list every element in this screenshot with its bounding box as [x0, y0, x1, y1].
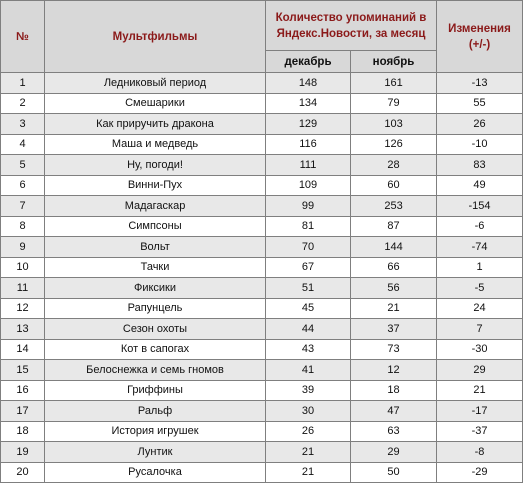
- cell-change: -5: [437, 278, 523, 299]
- cell-title: Сезон охоты: [45, 319, 266, 340]
- cell-november: 73: [351, 339, 437, 360]
- cell-november: 144: [351, 237, 437, 258]
- cell-change: 83: [437, 155, 523, 176]
- cell-november: 50: [351, 462, 437, 483]
- cell-num: 19: [1, 442, 45, 463]
- cell-change: -29: [437, 462, 523, 483]
- table-row: [1, 134, 523, 155]
- cell-december: 148: [266, 73, 351, 94]
- cell-december: 41: [266, 360, 351, 381]
- cell-december: 116: [266, 134, 351, 155]
- header-november: ноябрь: [351, 51, 437, 73]
- table-row: [1, 298, 523, 319]
- table-row: [1, 155, 523, 176]
- cell-title: Как приручить дракона: [45, 114, 266, 135]
- cell-num: 10: [1, 257, 45, 278]
- cell-num: 5: [1, 155, 45, 176]
- cell-title: Ледниковый период: [45, 73, 266, 94]
- cell-december: 21: [266, 462, 351, 483]
- cell-change: 26: [437, 114, 523, 135]
- cell-november: 28: [351, 155, 437, 176]
- cell-change: -8: [437, 442, 523, 463]
- table-row: [1, 237, 523, 258]
- cell-num: 18: [1, 421, 45, 442]
- cell-change: 1: [437, 257, 523, 278]
- table-row: [1, 421, 523, 442]
- cell-december: 43: [266, 339, 351, 360]
- cell-november: 18: [351, 380, 437, 401]
- cell-num: 12: [1, 298, 45, 319]
- cell-num: 2: [1, 93, 45, 114]
- cell-num: 20: [1, 462, 45, 483]
- cell-november: 126: [351, 134, 437, 155]
- cell-december: 70: [266, 237, 351, 258]
- cell-num: 15: [1, 360, 45, 381]
- table-row: [1, 278, 523, 299]
- table-row: [1, 401, 523, 422]
- cell-december: 111: [266, 155, 351, 176]
- cell-num: 1: [1, 73, 45, 94]
- cell-change: 7: [437, 319, 523, 340]
- cell-december: 99: [266, 196, 351, 217]
- cell-change: 29: [437, 360, 523, 381]
- cell-num: 8: [1, 216, 45, 237]
- cell-title: Симпсоны: [45, 216, 266, 237]
- cell-title: Тачки: [45, 257, 266, 278]
- table-body: [1, 73, 523, 483]
- table-row: [1, 380, 523, 401]
- cell-title: Вольт: [45, 237, 266, 258]
- cell-title: Рапунцель: [45, 298, 266, 319]
- cell-november: 103: [351, 114, 437, 135]
- table-row: [1, 339, 523, 360]
- table-row: [1, 73, 523, 94]
- header-title: Мультфильмы: [45, 1, 266, 73]
- cell-num: 14: [1, 339, 45, 360]
- cell-november: 253: [351, 196, 437, 217]
- header-row: [1, 1, 523, 51]
- table-row: [1, 442, 523, 463]
- cell-title: Мадагаскар: [45, 196, 266, 217]
- cell-num: 9: [1, 237, 45, 258]
- cell-title: Ну, погоди!: [45, 155, 266, 176]
- cell-change: -154: [437, 196, 523, 217]
- cell-december: 67: [266, 257, 351, 278]
- cell-title: Смешарики: [45, 93, 266, 114]
- cell-november: 87: [351, 216, 437, 237]
- cell-december: 51: [266, 278, 351, 299]
- cell-num: 17: [1, 401, 45, 422]
- cell-november: 47: [351, 401, 437, 422]
- cell-title: Гриффины: [45, 380, 266, 401]
- cell-december: 21: [266, 442, 351, 463]
- cell-november: 79: [351, 93, 437, 114]
- cell-change: 55: [437, 93, 523, 114]
- cell-title: Маша и медведь: [45, 134, 266, 155]
- cell-december: 45: [266, 298, 351, 319]
- cell-november: 12: [351, 360, 437, 381]
- cell-november: 66: [351, 257, 437, 278]
- table-row: [1, 175, 523, 196]
- cell-november: 21: [351, 298, 437, 319]
- cell-december: 134: [266, 93, 351, 114]
- table-row: [1, 196, 523, 217]
- header-mentions: Количество упоминаний в Яндекс.Новости, за месяц: [266, 1, 437, 51]
- cell-november: 60: [351, 175, 437, 196]
- cell-change: 21: [437, 380, 523, 401]
- cell-title: Винни-Пух: [45, 175, 266, 196]
- cell-december: 39: [266, 380, 351, 401]
- cell-change: -6: [437, 216, 523, 237]
- header-change: Изменения (+/-): [437, 1, 523, 73]
- cell-change: -37: [437, 421, 523, 442]
- cell-num: 7: [1, 196, 45, 217]
- cell-title: Ральф: [45, 401, 266, 422]
- cell-change: -13: [437, 73, 523, 94]
- cell-num: 13: [1, 319, 45, 340]
- cell-title: Русалочка: [45, 462, 266, 483]
- cell-num: 4: [1, 134, 45, 155]
- table-row: [1, 257, 523, 278]
- cell-change: 24: [437, 298, 523, 319]
- table-row: [1, 360, 523, 381]
- cell-title: Белоснежка и семь гномов: [45, 360, 266, 381]
- cell-december: 26: [266, 421, 351, 442]
- cell-december: 30: [266, 401, 351, 422]
- cell-change: -10: [437, 134, 523, 155]
- cell-change: -74: [437, 237, 523, 258]
- cell-num: 6: [1, 175, 45, 196]
- cell-november: 29: [351, 442, 437, 463]
- cell-title: Кот в сапогах: [45, 339, 266, 360]
- cell-title: История игрушек: [45, 421, 266, 442]
- cell-num: 11: [1, 278, 45, 299]
- cell-num: 3: [1, 114, 45, 135]
- header-num: №: [1, 1, 45, 73]
- cell-december: 129: [266, 114, 351, 135]
- cell-december: 109: [266, 175, 351, 196]
- cell-num: 16: [1, 380, 45, 401]
- table-row: [1, 93, 523, 114]
- cell-december: 44: [266, 319, 351, 340]
- cell-november: 56: [351, 278, 437, 299]
- cell-december: 81: [266, 216, 351, 237]
- cell-november: 37: [351, 319, 437, 340]
- cell-november: 63: [351, 421, 437, 442]
- cell-change: -17: [437, 401, 523, 422]
- cell-title: Фиксики: [45, 278, 266, 299]
- cell-title: Лунтик: [45, 442, 266, 463]
- header-december: декабрь: [266, 51, 351, 73]
- table-row: [1, 216, 523, 237]
- table-row: [1, 319, 523, 340]
- cell-change: -30: [437, 339, 523, 360]
- cell-change: 49: [437, 175, 523, 196]
- cell-november: 161: [351, 73, 437, 94]
- table-row: [1, 462, 523, 483]
- table-row: [1, 114, 523, 135]
